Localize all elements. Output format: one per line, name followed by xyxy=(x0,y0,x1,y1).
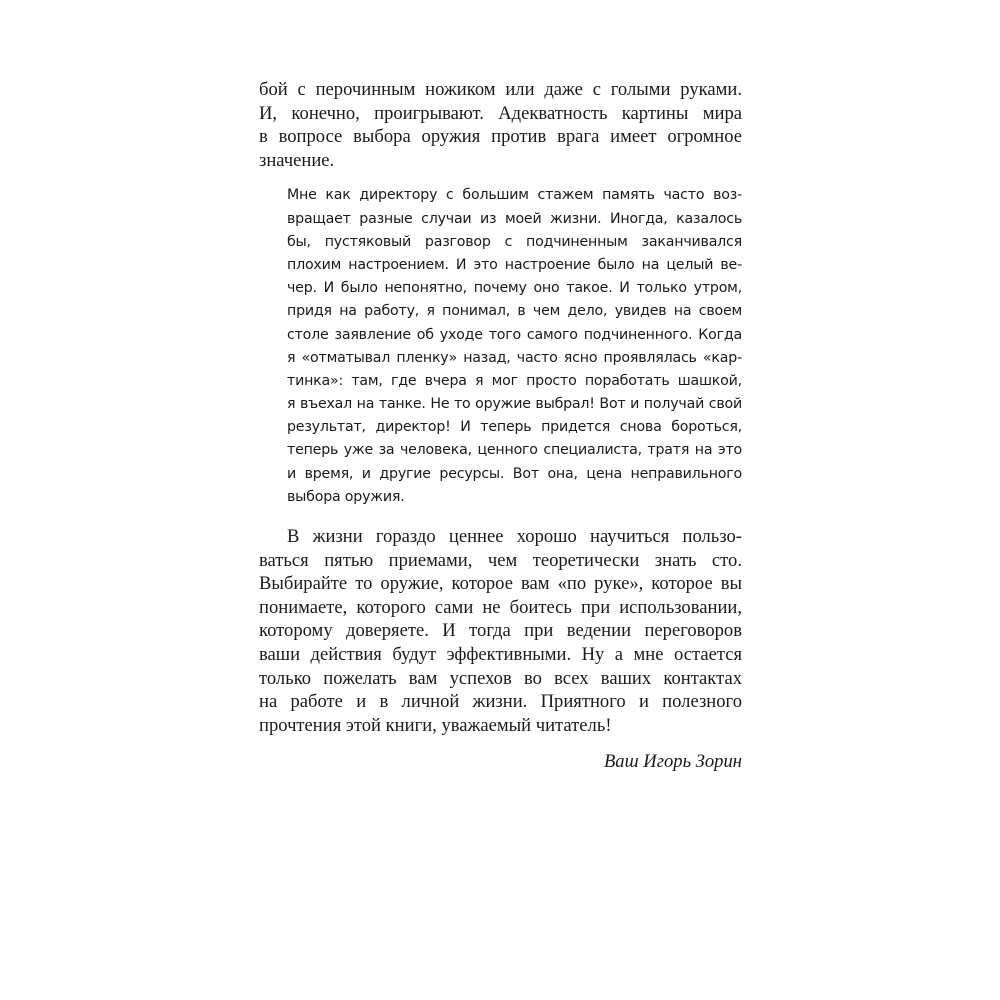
text-line: ваться пятью приемами, чем теоретически знать сто. xyxy=(259,549,742,571)
quote-line: теперь уже за человека, ценного специалиста, тратя на это xyxy=(287,442,742,459)
text-line: значение. xyxy=(259,149,335,171)
paragraph-intro xyxy=(259,78,742,172)
text-line: ваши действия будут эффективными. Ну а мне остается xyxy=(259,643,742,665)
quote-block xyxy=(287,184,742,509)
quote-line: столе заявление об уходе того самого подчиненного. Когда xyxy=(287,326,742,343)
quote-line: я въехал на танке. Не то оружие выбрал! Вот и получай свой xyxy=(287,396,742,413)
quote-line: придя на работу, я понимал, в чем дело, увидев на своем xyxy=(287,303,742,320)
quote-line: тинка»: там, где вчера я мог просто поработать шашкой, xyxy=(287,372,742,389)
quote-line: Мне как директору с большим стажем память часто воз- xyxy=(287,187,742,204)
text-line: в вопросе выбора оружия против врага имеет огромное xyxy=(259,126,742,148)
author-signature: Ваш Игорь Зорин xyxy=(603,751,742,773)
quote-line: я «отматывал пленку» назад, часто ясно проявлялась «кар- xyxy=(287,349,742,366)
text-line: прочтения этой книги, уважаемый читатель! xyxy=(259,714,612,736)
text-line: И, конечно, проигрывают. Адекватность картины мира xyxy=(259,102,742,124)
paragraph-closing xyxy=(259,525,742,737)
quote-line: результат, директор! И теперь придется снова бороться, xyxy=(287,419,742,436)
text-line: бой с перочинным ножиком или даже с голыми руками. xyxy=(259,79,742,100)
quote-line: и время, и другие ресурсы. Вот она, цена неправильного xyxy=(287,465,742,482)
quote-line: бы, пустяковый разговор с подчиненным заканчивался xyxy=(287,233,742,250)
text-line: В жизни гораздо ценнее хорошо научиться пользо- xyxy=(287,526,742,547)
quote-line: выбора оружия. xyxy=(287,488,405,505)
text-line: понимаете, которого сами не боитесь при использовании, xyxy=(259,596,742,618)
text-line: Выбирайте то оружие, которое вам «по руке», которое вы xyxy=(259,573,742,595)
quote-line: вращает разные случаи из моей жизни. Иногда, казалось xyxy=(287,210,742,227)
book-page xyxy=(259,78,742,773)
text-line: которому доверяете. И тогда при ведении переговоров xyxy=(259,620,742,642)
text-line: на работе и в личной жизни. Приятного и полезного xyxy=(259,691,742,713)
quote-line: чер. И было непонятно, почему оно такое. И только утром, xyxy=(287,280,742,297)
quote-line: плохим настроением. И это настроение было на целый ве- xyxy=(287,256,742,273)
text-line: только пожелать вам успехов во всех ваших контактах xyxy=(259,667,742,689)
